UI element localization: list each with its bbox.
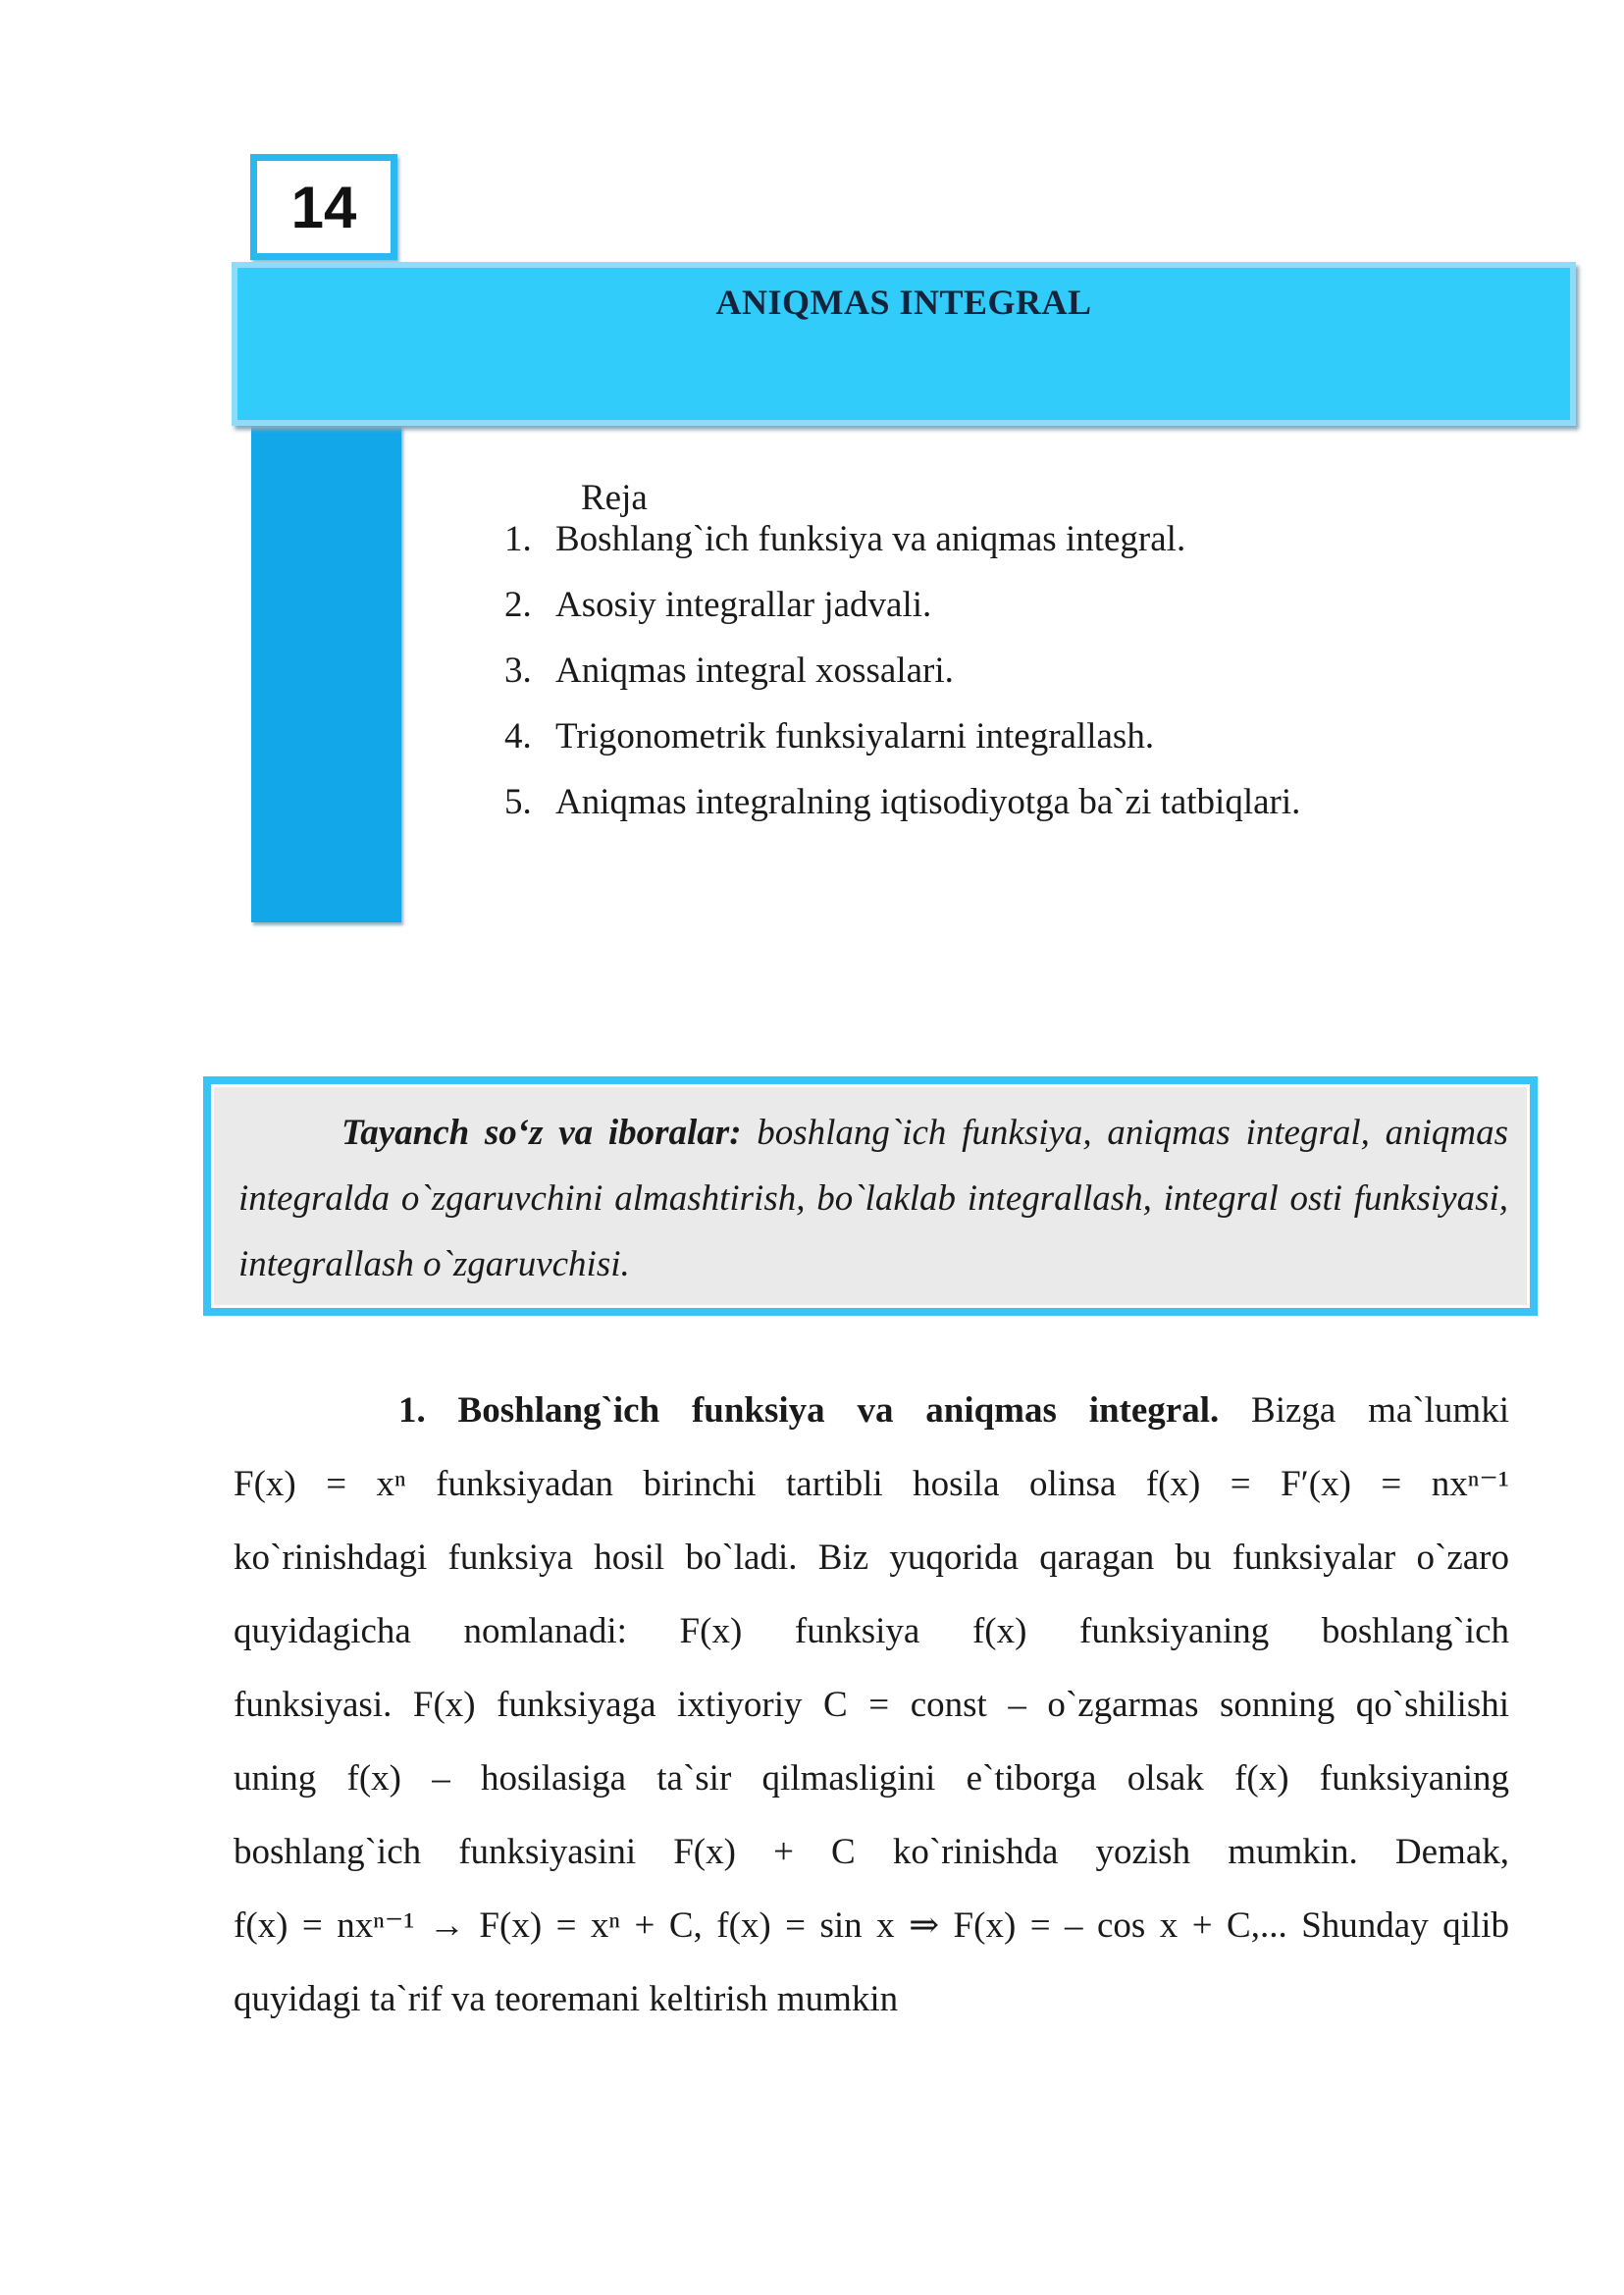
keywords-label: Tayanch so‘z va iboralar: [341, 1113, 742, 1153]
section-line: 1. Boshlang`ich funksiya va aniqmas integral. Bizga ma`lumki [398, 1390, 1509, 1431]
plan-item-text: Asosiy integrallar jadvali. [555, 585, 932, 625]
plan-item [504, 715, 1300, 781]
chapter-title-banner [232, 262, 1576, 426]
section-line: boshlang`ich funksiyasini F(x) + C ko`rinishda yozish mumkin. Demak, [234, 1832, 1509, 1872]
plan-item [504, 781, 1300, 847]
section-line: funksiyasi. F(x) funksiyaga ixtiyoriy C = const – o`zgarmas sonning qo`shilishi [234, 1685, 1509, 1725]
chapter-title: ANIQMAS INTEGRAL [715, 283, 1092, 322]
plan-item-number: 2. [504, 585, 532, 625]
section-line: F(x) = xⁿ funksiyadan birinchi tartibli hosila olinsa f(x) = F′(x) = nxⁿ⁻¹ [234, 1464, 1509, 1504]
section-body [234, 1374, 1509, 2036]
decorative-vertical-bar [251, 422, 401, 922]
plan-item-text: Boshlang`ich funksiya va aniqmas integral. [555, 519, 1186, 559]
plan-item-number: 5. [504, 782, 532, 822]
section-line: quyidagicha nomlanadi: F(x) funksiya f(x) funksiyaning boshlang`ich [234, 1611, 1509, 1651]
plan-heading: Reja [581, 478, 648, 518]
plan-item [504, 584, 1300, 650]
plan-item-number: 1. [504, 519, 532, 559]
plan-item-number: 3. [504, 651, 532, 691]
plan-item [504, 518, 1300, 584]
plan-item-text: Aniqmas integralning iqtisodiyotga ba`zi tatbiqlari. [555, 782, 1301, 822]
section-line: ko`rinishdagi funksiya hosil bo`ladi. Biz yuqorida qaragan bu funksiyalar o`zaro [234, 1538, 1509, 1578]
plan-item-text: Aniqmas integral xossalari. [555, 651, 954, 691]
section-line: uning f(x) – hosilasiga ta`sir qilmasligini e`tiborga olsak f(x) funksiyaning [234, 1758, 1509, 1799]
section-line: f(x) = nxⁿ⁻¹ → F(x) = xⁿ + C, f(x) = sin x ⇒ F(x) = – cos x + C,... Shunday qilib [234, 1905, 1509, 1946]
keywords-paragraph [238, 1100, 1508, 1297]
plan-item-number: 4. [504, 716, 532, 756]
section-line: quyidagi ta`rif va teoremani keltirish mumkin [234, 1979, 899, 2019]
plan-item [504, 650, 1300, 715]
keywords-box [203, 1076, 1538, 1316]
section-heading: 1. Boshlang`ich funksiya va aniqmas integral. [398, 1390, 1220, 1431]
keywords-text: boshlang`ich funksiya, aniqmas integral, aniqmas integralda o`zgaruvchini almashtirish, bo`laklab integrallash, integral osti funksiyasi, integrallash o`zgaruvchisi. [238, 1113, 1508, 1284]
plan-item-text: Trigonometrik funksiyalarni integrallash. [555, 716, 1155, 756]
chapter-number: 14 [250, 154, 397, 260]
plan-list [504, 518, 1300, 847]
